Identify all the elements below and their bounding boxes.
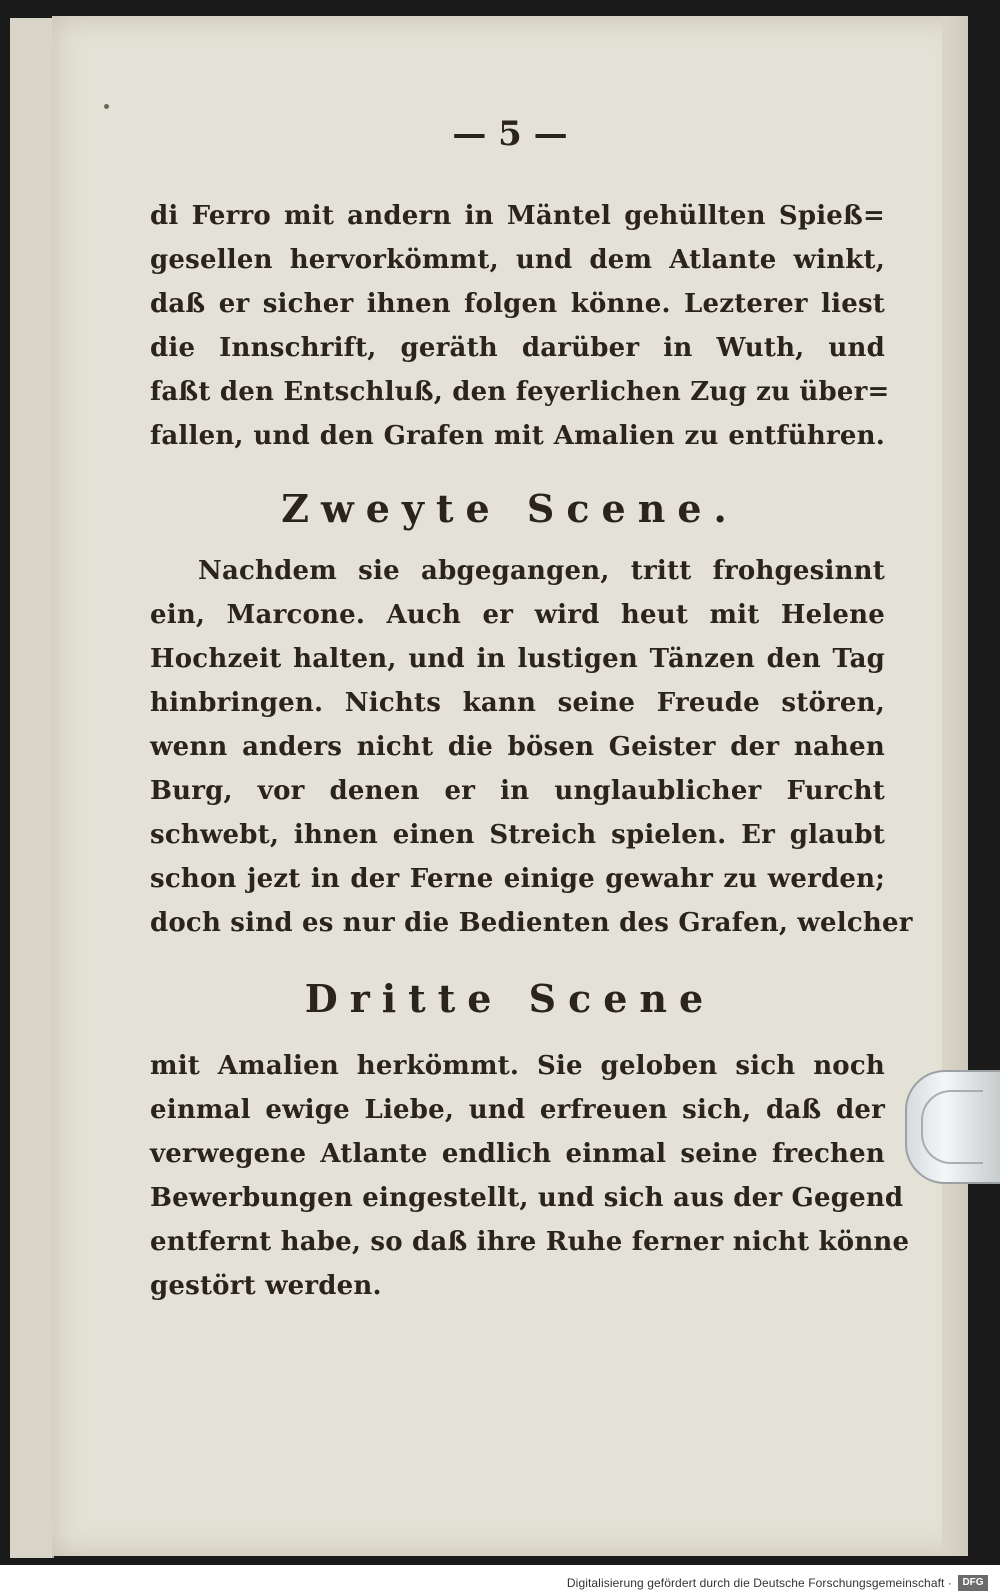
text-line: schwebt, ihnen einen Streich spielen. Er glaubt [150,820,885,850]
book-page [52,16,968,1556]
text-line: schon jezt in der Ferne einige gewahr zu werden; [150,864,885,894]
page-clip-loop [921,1090,983,1164]
footer-credit: Digitalisierung gefördert durch die Deutsche Forschungsgemeinschaft · [566,1576,952,1590]
text-line: gestört werden. [150,1271,382,1301]
text-line: daß er sicher ihnen folgen könne. Lezterer liest [150,289,885,319]
text-line: verwegene Atlante endlich einmal seine frechen [150,1139,885,1169]
text-line: Burg, vor denen er in unglaublicher Furcht [150,776,885,806]
text-line: hinbringen. Nichts kann seine Freude stören, [150,688,885,718]
dfg-logo: DFG [958,1575,988,1591]
page-edge [942,16,968,1556]
text-line: ein, Marcone. Auch er wird heut mit Helene [150,600,885,630]
text-line: Nachdem sie abgegangen, tritt frohgesinnt [198,556,885,586]
text-line: einmal ewige Liebe, und erfreuen sich, daß der [150,1095,885,1125]
text-line: Hochzeit halten, und in lustigen Tänzen den Tag [150,644,885,674]
text-line: di Ferro mit andern in Mäntel gehüllten Spieß= [150,201,885,231]
text-line: doch sind es nur die Bedienten des Grafen, welcher [150,908,913,938]
scene-heading: Zweyte Scene. [281,486,739,531]
previous-leaf-edge [10,18,54,1558]
footer [0,1573,1000,1595]
paragraph-1 [150,194,890,458]
text-line: wenn anders nicht die bösen Geister der nahen [150,732,885,762]
text-line: gesellen hervorkömmt, und dem Atlante winkt, [150,245,885,275]
page-clip [905,1070,1000,1184]
paragraph-2 [150,549,913,945]
text-line: Bewerbungen eingestellt, und sich aus der Gegend [150,1183,904,1213]
text-line: fallen, und den Grafen mit Amalien zu entführen. [150,421,885,451]
text-line: faßt den Entschluß, den feyerlichen Zug zu über= [150,377,890,407]
page-number: — 5 — [452,114,568,154]
text-line: mit Amalien herkömmt. Sie geloben sich noch [150,1051,885,1081]
paragraph-3 [150,1044,910,1308]
ink-speck [104,104,109,109]
scene-heading: Dritte Scene [304,976,716,1021]
text-line: die Innschrift, geräth darüber in Wuth, und [150,333,885,363]
text-line: entfernt habe, so daß ihre Ruhe ferner nicht könne [150,1227,910,1257]
